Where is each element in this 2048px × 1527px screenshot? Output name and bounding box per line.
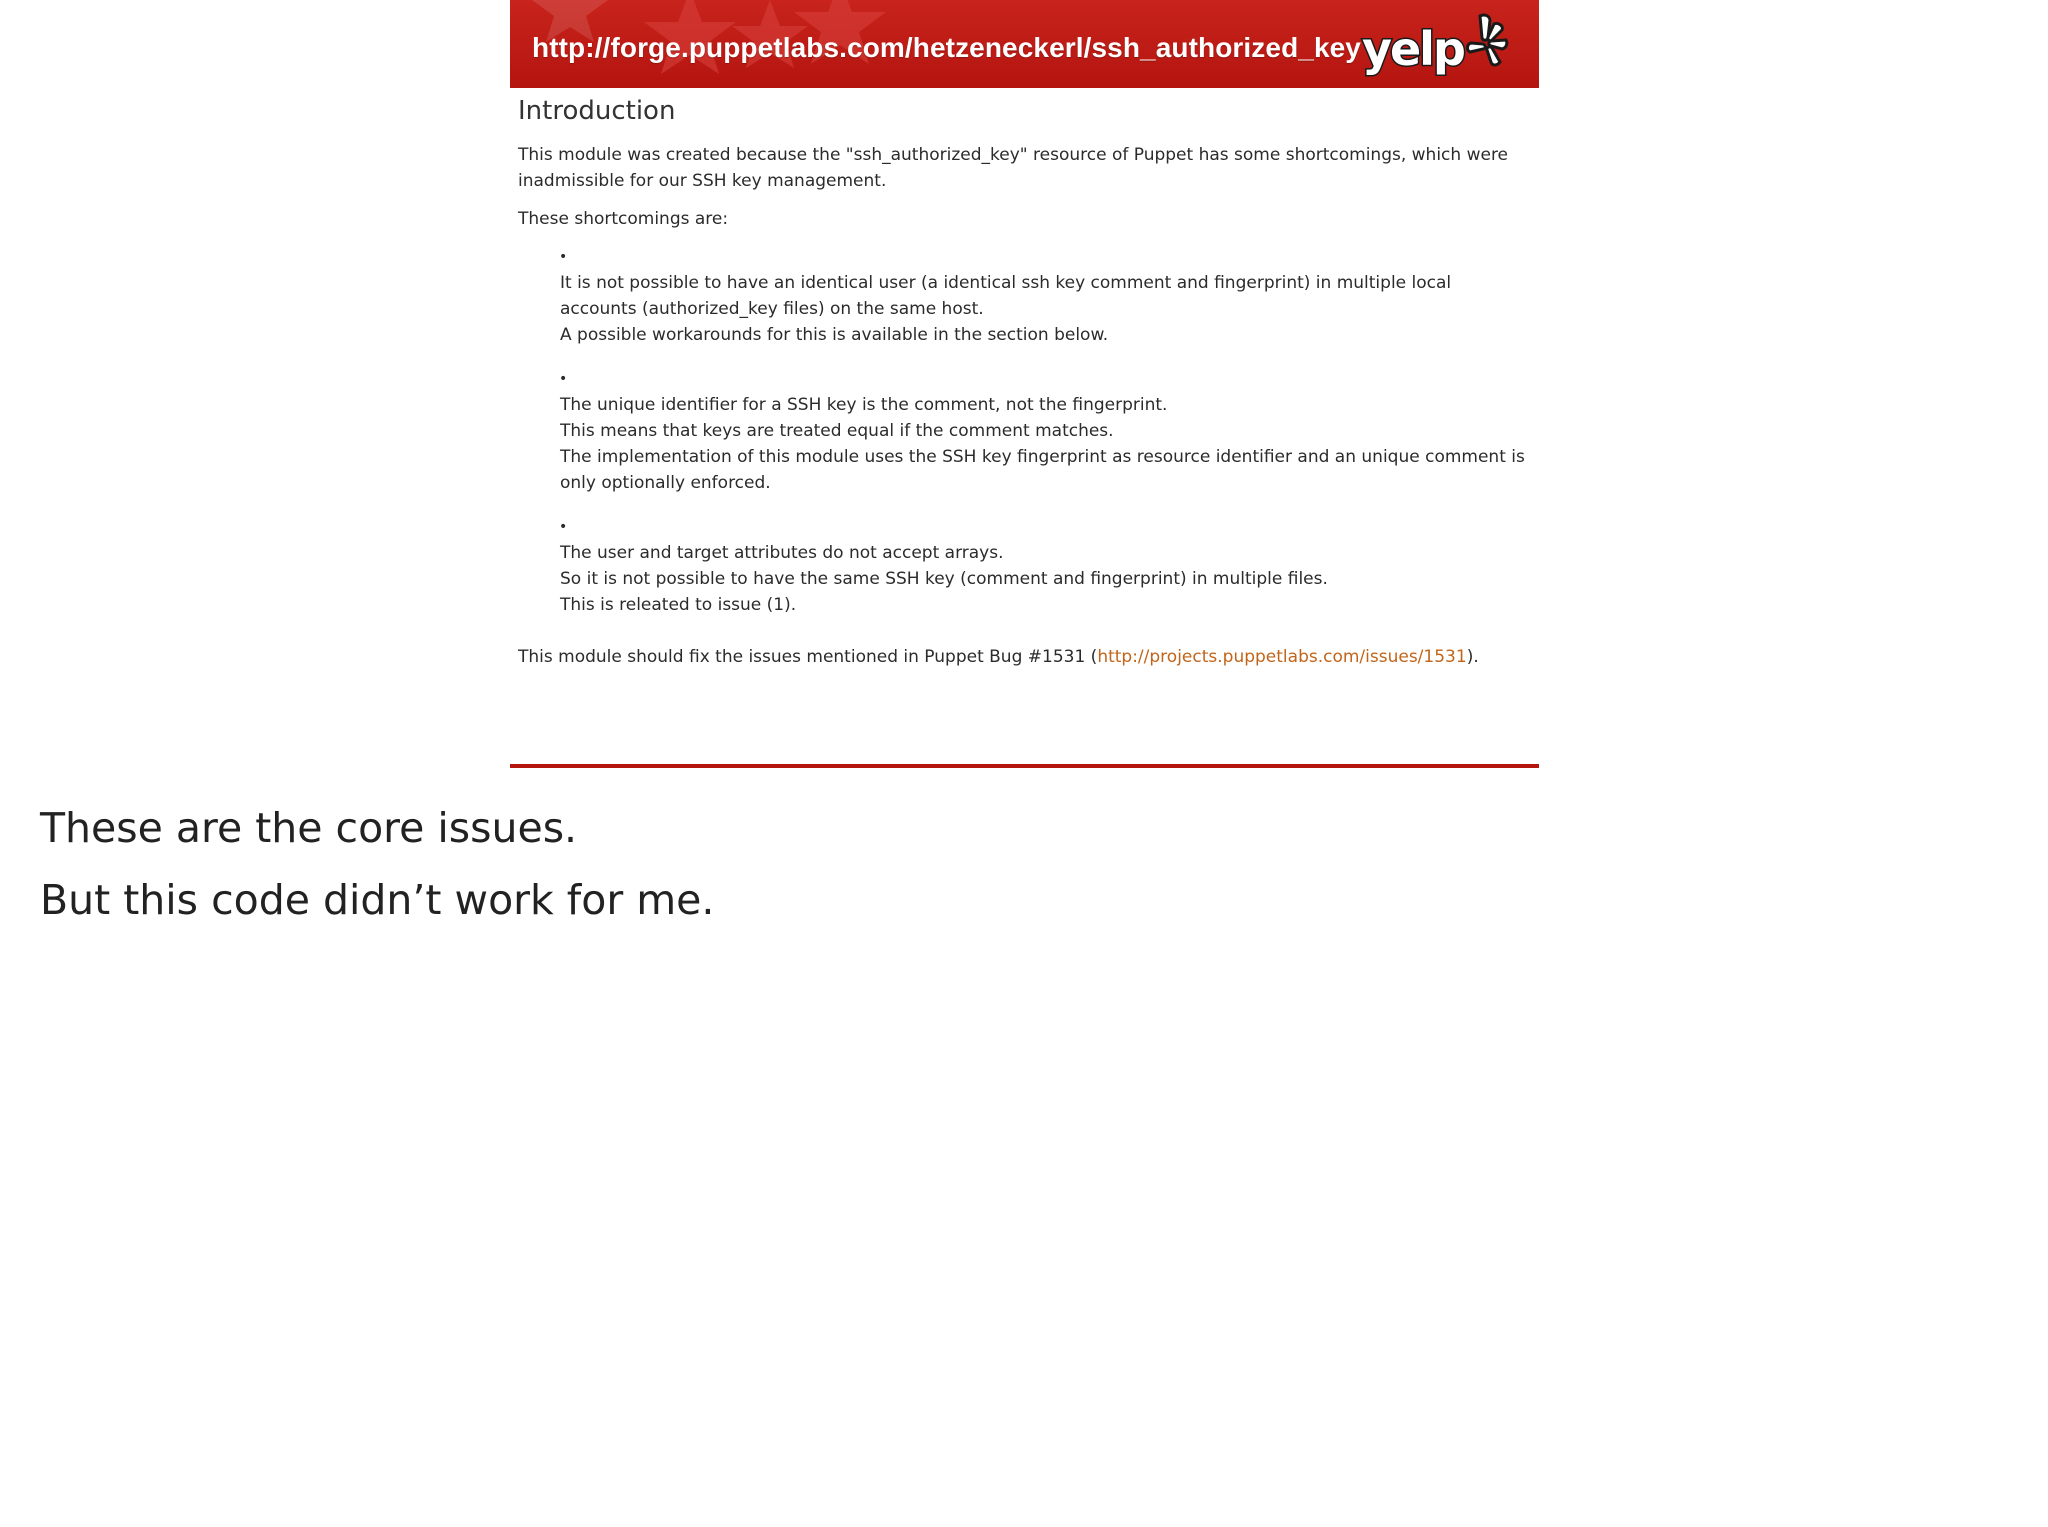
list-item-line: A possible workarounds for this is available in the section below. bbox=[560, 325, 1109, 345]
list-item-line: The implementation of this module uses the SSH key fingerprint as resource identifier and an unique comment is only optionally enforced. bbox=[560, 447, 1525, 493]
shortcomings-label: These shortcomings are: bbox=[518, 209, 729, 229]
list-item-line: The unique identifier for a SSH key is the comment, not the fingerprint. bbox=[560, 395, 1168, 415]
list-item-line: This means that keys are treated equal if the comment matches. bbox=[560, 421, 1114, 441]
list-item-line: The user and target attributes do not accept arrays. bbox=[560, 543, 1004, 563]
bullet-dot-icon: • bbox=[559, 519, 568, 535]
list-item-line: It is not possible to have an identical user (a identical ssh key comment and fingerprint) in multiple local accounts (authorized_key files) on the same host. bbox=[560, 273, 1452, 319]
intro-paragraph: This module was created because the "ssh_authorized_key" resource of Puppet has some shortcomings, which were inadmissible for our SSH key management. bbox=[518, 145, 1509, 191]
yelp-burst-icon bbox=[1462, 12, 1510, 72]
fix-paragraph bbox=[518, 644, 1528, 670]
module-description bbox=[518, 96, 1528, 687]
bullet-dot-icon: • bbox=[559, 249, 568, 265]
screenshot-figure bbox=[510, 0, 1539, 770]
yelp-logo bbox=[1362, 12, 1512, 80]
logo-wordmark: yelp bbox=[1362, 22, 1464, 76]
bug-link[interactable]: http://projects.puppetlabs.com/issues/1531 bbox=[1097, 647, 1467, 667]
caption-didnt-work: But this code didn’t work for me. bbox=[40, 876, 715, 924]
fix-prefix: This module should fix the issues mentioned in Puppet Bug #1531 ( bbox=[518, 647, 1098, 667]
page-url: http://forge.puppetlabs.com/hetzeneckerl/ssh_authorized_key bbox=[532, 32, 1361, 63]
list-item-line: This is releated to issue (1). bbox=[560, 595, 797, 615]
list-item bbox=[560, 514, 1528, 618]
list-item-line: So it is not possible to have the same SSH key (comment and fingerprint) in multiple files. bbox=[560, 569, 1328, 589]
caption-core-issues: These are the core issues. bbox=[40, 804, 578, 852]
fix-suffix: ). bbox=[1466, 647, 1479, 667]
divider bbox=[510, 764, 1539, 768]
bullet-dot-icon: • bbox=[559, 371, 568, 387]
section-heading: Introduction bbox=[518, 96, 676, 126]
header-banner bbox=[510, 0, 1539, 88]
list-item bbox=[560, 366, 1528, 496]
shortcomings-list bbox=[518, 244, 1528, 618]
list-item bbox=[560, 244, 1528, 348]
